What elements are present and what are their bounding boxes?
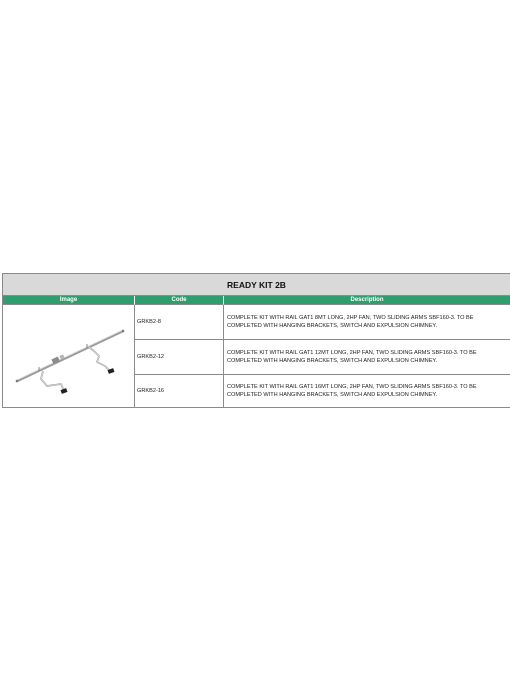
description-cell-row-2: COMPLETE KIT WITH RAIL GAT1 12MT LONG, 2HP FAN, TWO SLIDING ARMS SBF160-3. TO BE COMPLETED WITH HANGING BRACKETS, SWITCH AND EXPULSION CHIMNEY. (224, 340, 510, 375)
description-cell-row-1: COMPLETE KIT WITH RAIL GAT1 8MT LONG, 2HP FAN, TWO SLIDING ARMS SBF160-3. TO BE COMPLETED WITH HANGING BRACKETS, SWITCH AND EXPULSION CHIMNEY. (224, 305, 510, 340)
table-grid (3, 296, 510, 408)
code-cell-row-1: GRKB2-8 (135, 305, 224, 340)
code-cell-row-2: GRKB2-12 (135, 340, 224, 375)
column-header-code: Code (135, 296, 224, 305)
product-table (2, 273, 510, 408)
column-header-description: Description (224, 296, 510, 305)
table-title: READY KIT 2B (3, 274, 510, 296)
sliding-rail-kit-illustration (9, 316, 129, 396)
column-header-image: Image (3, 296, 135, 305)
description-cell-row-3: COMPLETE KIT WITH RAIL GAT1 16MT LONG, 2HP FAN, TWO SLIDING ARMS SBF160-3. TO BE COMPLETED WITH HANGING BRACKETS, SWITCH AND EXPULSION CHIMNEY. (224, 375, 510, 408)
code-cell-row-3: GRKB2-16 (135, 375, 224, 408)
product-image-cell (3, 305, 135, 408)
